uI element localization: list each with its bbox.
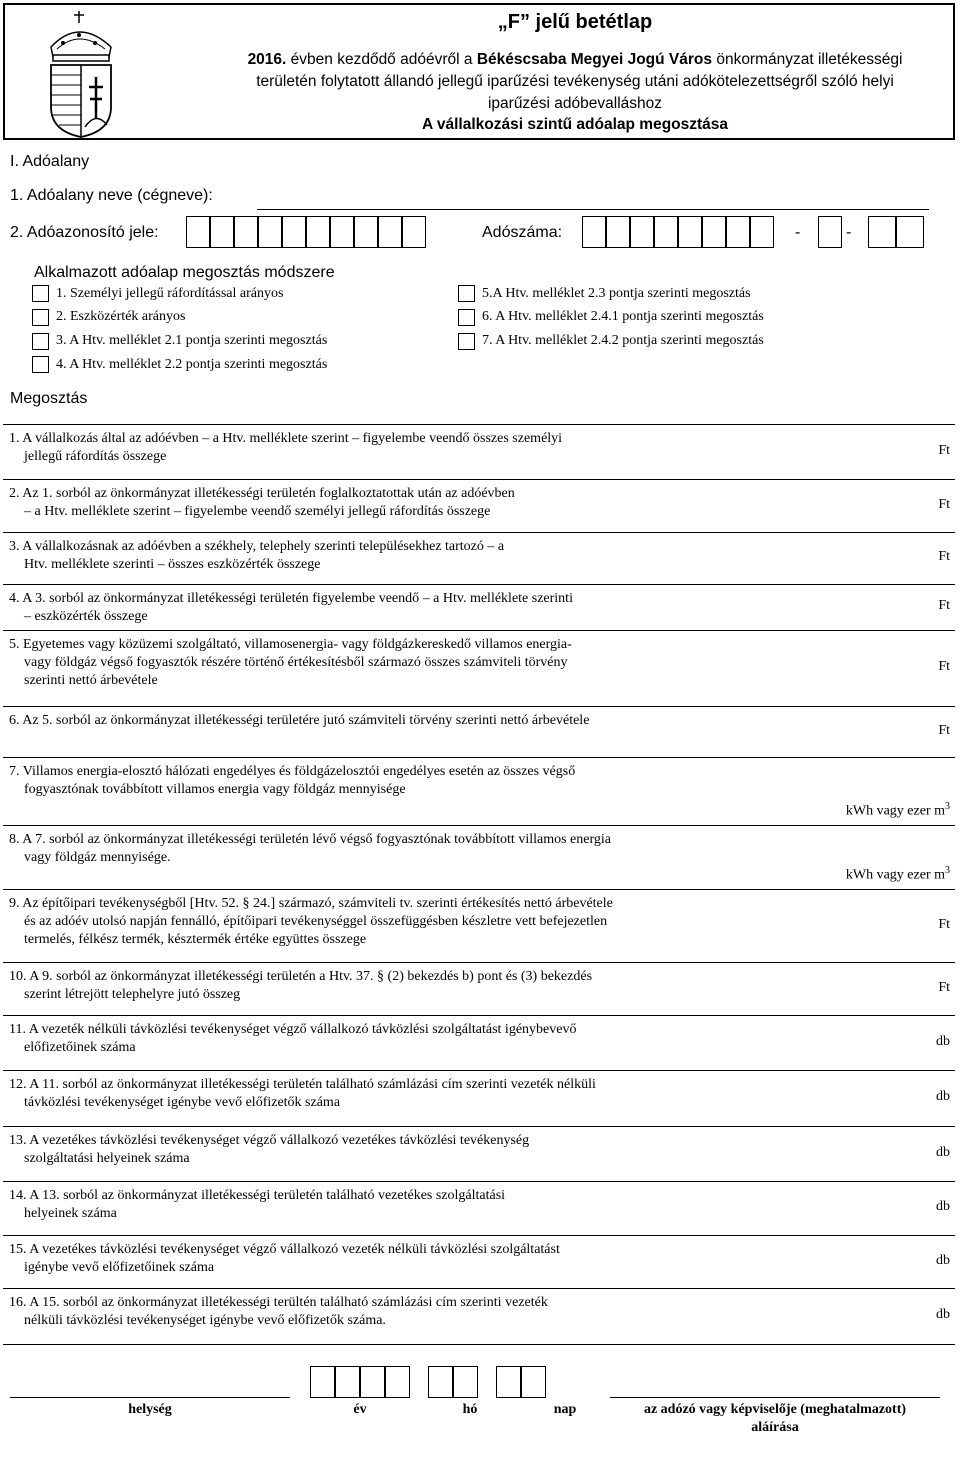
method-checkbox-7[interactable] — [458, 333, 475, 350]
row-divider — [3, 479, 955, 480]
split-row-unit — [880, 917, 950, 933]
row-divider — [3, 825, 955, 826]
split-row-label — [9, 968, 689, 1004]
unit-text: db — [936, 1253, 950, 1268]
unit-text: Ft — [938, 443, 950, 458]
unit-text: kWh vagy ezer m — [845, 803, 945, 819]
dash: - — [846, 224, 852, 241]
split-row-label — [9, 1241, 689, 1277]
split-row-unit — [880, 1253, 950, 1269]
method-checkbox-4[interactable] — [32, 356, 49, 373]
split-row-label — [9, 763, 689, 799]
split-row-text: nélküli távközlési tevékenységet igénybe vevő előfizetők száma. — [24, 1313, 386, 1328]
name-field[interactable] — [257, 209, 929, 210]
split-row-text: 2. Az 1. sorból az önkormányzat illetékességi területén foglalkoztatottak után az adóévben — [9, 486, 515, 501]
unit-text: Ft — [938, 659, 950, 674]
unit-text: kWh vagy ezer m — [845, 867, 945, 883]
split-row-label — [9, 1021, 689, 1057]
row-divider — [3, 1126, 955, 1127]
unit-text: db — [936, 1089, 950, 1104]
split-row-text: 13. A vezetékes távközlési tevékenységet végző vállalkozó vezetékes távközlési tevékenység — [9, 1133, 530, 1148]
taxnum-field[interactable] — [582, 216, 774, 248]
method-checkbox-2[interactable] — [32, 309, 49, 326]
split-row-text: 9. Az építőipari tevékenységből [Htv. 52. § 24.] származó, számviteli tv. szerinti értékesítés nettó árbevétele — [9, 896, 613, 911]
split-row-text: 10. A 9. sorból az önkormányzat illetékességi területén a Htv. 37. § (2) bekezdés b) pont és (3) bekezdés — [9, 969, 593, 984]
split-row-text: fogyasztónak továbbított villamos energia vagy földgáz mennyisége — [24, 782, 406, 797]
split-title: Megosztás — [10, 390, 88, 407]
date-day-field[interactable] — [496, 1366, 546, 1398]
split-row-label — [9, 712, 689, 730]
signer-label: az adózó vagy képviselője (meghatalmazott) — [643, 1402, 907, 1417]
split-row-text: – eszközérték összege — [24, 609, 148, 624]
split-row-label — [9, 590, 689, 626]
row-divider — [3, 757, 955, 758]
split-row-label — [9, 895, 689, 949]
split-row-unit — [880, 980, 950, 996]
method-checkbox-3[interactable] — [32, 333, 49, 350]
row-divider — [3, 962, 955, 963]
method-option-6: 6. A Htv. melléklet 2.4.1 pontja szerinti megosztás — [482, 309, 764, 324]
year-label: év — [353, 1402, 367, 1417]
split-row-unit — [880, 549, 950, 565]
desc-part: önkormányzat illetékességi — [712, 51, 903, 68]
dash: - — [795, 224, 801, 241]
row-divider — [3, 1235, 955, 1236]
unit-text: Ft — [938, 723, 950, 738]
form-title: „F” jelű betétlap — [497, 11, 653, 33]
date-month-field[interactable] — [428, 1366, 478, 1398]
form-header — [3, 3, 955, 140]
split-row-text: jellegű ráfordítás összege — [24, 449, 167, 464]
coat-of-arms-icon — [43, 7, 125, 139]
split-row-text: és az adóév utolsó napján fennálló, építőipari tevékenységgel összefüggésben készletre vett befejezetlen — [24, 914, 608, 929]
split-row-text: 11. A vezeték nélküli távközlési tevékenységet végző vállalkozó távközlési szolgáltatást igénybevevő — [9, 1022, 577, 1037]
split-row-label — [9, 485, 689, 521]
split-row-unit — [880, 1307, 950, 1323]
split-row-label — [9, 538, 689, 574]
split-row-label — [9, 1187, 689, 1223]
row-divider — [3, 1015, 955, 1016]
split-row-label — [9, 1132, 689, 1168]
unit-text: Ft — [938, 497, 950, 512]
desc-part: évben kezdődő adóévről a — [286, 51, 477, 68]
method-checkbox-1[interactable] — [32, 285, 49, 302]
split-row-text: 6. Az 5. sorból az önkormányzat illetékességi területére jutó számviteli törvény szerinti nettó árbevétele — [9, 713, 590, 728]
split-row-text: szerinti nettó árbevétele — [24, 673, 158, 688]
signer-label-2: aláírása — [751, 1420, 799, 1435]
name-label: 1. Adóalany neve (cégneve): — [10, 187, 213, 204]
split-row-unit — [880, 1034, 950, 1050]
split-row-label — [9, 430, 689, 466]
row-divider — [3, 424, 955, 425]
split-row-text: 12. A 11. sorból az önkormányzat illetékességi területén található számlázási cím szerinti vezeték nélküli — [9, 1077, 596, 1092]
unit-text: db — [936, 1034, 950, 1049]
split-row-label — [9, 1294, 689, 1330]
city-name: Békéscsaba Megyei Jogú Város — [476, 51, 713, 68]
split-row-unit — [880, 723, 950, 739]
split-row-text: vagy földgáz mennyisége. — [24, 850, 171, 865]
split-row-unit — [780, 801, 950, 820]
method-checkbox-5[interactable] — [458, 285, 475, 302]
split-row-text: 1. A vállalkozás által az adóévben – a Htv. melléklete szerint – figyelembe veendő összes személyi — [9, 431, 563, 446]
row-divider — [3, 630, 955, 631]
split-row-unit — [880, 659, 950, 675]
method-option-4: 4. A Htv. melléklet 2.2 pontja szerinti megosztás — [56, 357, 328, 372]
row-divider — [3, 532, 955, 533]
split-row-text: Htv. melléklete szerinti – összes eszközérték összege — [24, 557, 321, 572]
form-year: 2016. — [247, 51, 287, 68]
unit-text: Ft — [938, 980, 950, 995]
method-option-2: 2. Eszközérték arányos — [56, 309, 186, 324]
split-row-text: 15. A vezetékes távközlési tevékenységet végző vállalkozó vezeték nélküli távközlési szolgáltatást — [9, 1242, 560, 1257]
method-option-3: 3. A Htv. melléklet 2.1 pontja szerinti megosztás — [56, 333, 328, 348]
split-row-text: termelés, félkész termék, késztermék értéke együttes összege — [24, 932, 367, 947]
row-divider — [3, 1070, 955, 1071]
row-divider — [3, 584, 955, 585]
day-label: nap — [553, 1402, 577, 1417]
split-row-text: – a Htv. melléklete szerint – figyelembe veendő személyi jellegű ráfordítás összege — [24, 504, 491, 519]
place-line[interactable] — [10, 1397, 290, 1398]
desc-line: területén folytatott állandó jellegű iparűzési tevékenység utáni adókötelezettségről szóló helyi — [256, 73, 894, 90]
section-title: I. Adóalany — [10, 153, 90, 170]
unit-superscript: 3 — [945, 865, 950, 876]
date-year-field[interactable] — [310, 1366, 410, 1398]
method-checkbox-6[interactable] — [458, 309, 475, 326]
method-option-7: 7. A Htv. melléklet 2.4.2 pontja szerinti megosztás — [482, 333, 764, 348]
split-row-unit — [880, 1199, 950, 1215]
split-row-unit — [880, 443, 950, 459]
taxnum-vat-field[interactable] — [818, 216, 842, 248]
split-row-unit — [780, 865, 950, 884]
unit-text: db — [936, 1307, 950, 1322]
month-label: hó — [462, 1402, 478, 1417]
row-divider — [3, 706, 955, 707]
form-description — [195, 49, 955, 115]
split-row-unit — [880, 1145, 950, 1161]
taxnum-label: Adószáma: — [482, 224, 563, 241]
split-row-text: szolgáltatási helyeinek száma — [24, 1151, 190, 1166]
row-divider — [3, 889, 955, 890]
split-row-text: vagy földgáz végső fogyasztók részére történő értékesítésből származó összes számviteli törvény — [24, 655, 568, 670]
split-row-text: 14. A 13. sorból az önkormányzat illetékességi területén található vezetékes szolgáltatási — [9, 1188, 506, 1203]
split-row-text: távközlési tevékenységet igénybe vevő előfizetők száma — [24, 1095, 341, 1110]
place-label: helység — [128, 1402, 172, 1417]
split-row-text: 8. A 7. sorból az önkormányzat illetékességi területén lévő végső fogyasztónak továbbított villamos energia — [9, 832, 611, 847]
row-divider — [3, 1181, 955, 1182]
unit-text: Ft — [938, 917, 950, 932]
split-row-text: 7. Villamos energia-elosztó hálózati engedélyes és földgázelosztói engedélyes esetén az összes végső — [9, 764, 576, 779]
taxid-label: 2. Adóazonosító jele: — [10, 224, 159, 241]
split-row-text: 5. Egyetemes vagy közüzemi szolgáltató, villamosenergia- vagy földgázkereskedő villamos energia- — [9, 637, 572, 652]
unit-text: db — [936, 1199, 950, 1214]
method-option-5: 5.A Htv. melléklet 2.3 pontja szerinti megosztás — [482, 286, 751, 301]
split-row-label — [9, 636, 689, 690]
split-row-text: előfizetőinek száma — [24, 1040, 136, 1055]
taxnum-county-field[interactable] — [868, 216, 924, 248]
split-row-label — [9, 831, 689, 867]
form-subtitle: A vállalkozási szintű adóalap megosztása — [421, 116, 729, 133]
desc-line: iparűzési adóbevalláshoz — [487, 95, 663, 112]
method-option-1: 1. Személyi jellegű ráfordítással arányos — [56, 286, 284, 301]
split-row-text: szerint létrejött telephelyre jutó összeg — [24, 987, 241, 1002]
row-divider — [3, 1288, 955, 1289]
split-row-label — [9, 1076, 689, 1112]
signature-line[interactable] — [610, 1397, 940, 1398]
split-row-text: 4. A 3. sorból az önkormányzat illetékességi területén figyelembe veendő – a Htv. melléklete szerinti — [9, 591, 573, 606]
unit-text: db — [936, 1145, 950, 1160]
row-divider — [3, 1344, 955, 1345]
split-row-text: helyeinek száma — [24, 1206, 117, 1221]
split-row-text: 3. A vállalkozásnak az adóévben a székhely, telephely szerinti településekhez tartozó – a — [9, 539, 505, 554]
split-row-unit — [880, 598, 950, 614]
split-row-text: 16. A 15. sorból az önkormányzat illetékességi terültén található számlázási cím szerinti vezeték — [9, 1295, 548, 1310]
taxid-field[interactable] — [186, 216, 426, 248]
unit-text: Ft — [938, 598, 950, 613]
method-title: Alkalmazott adóalap megosztás módszere — [34, 264, 335, 281]
unit-superscript: 3 — [945, 801, 950, 812]
split-row-unit — [880, 1089, 950, 1105]
split-row-text: igénybe vevő előfizetőinek száma — [24, 1260, 215, 1275]
unit-text: Ft — [938, 549, 950, 564]
split-row-unit — [880, 497, 950, 513]
